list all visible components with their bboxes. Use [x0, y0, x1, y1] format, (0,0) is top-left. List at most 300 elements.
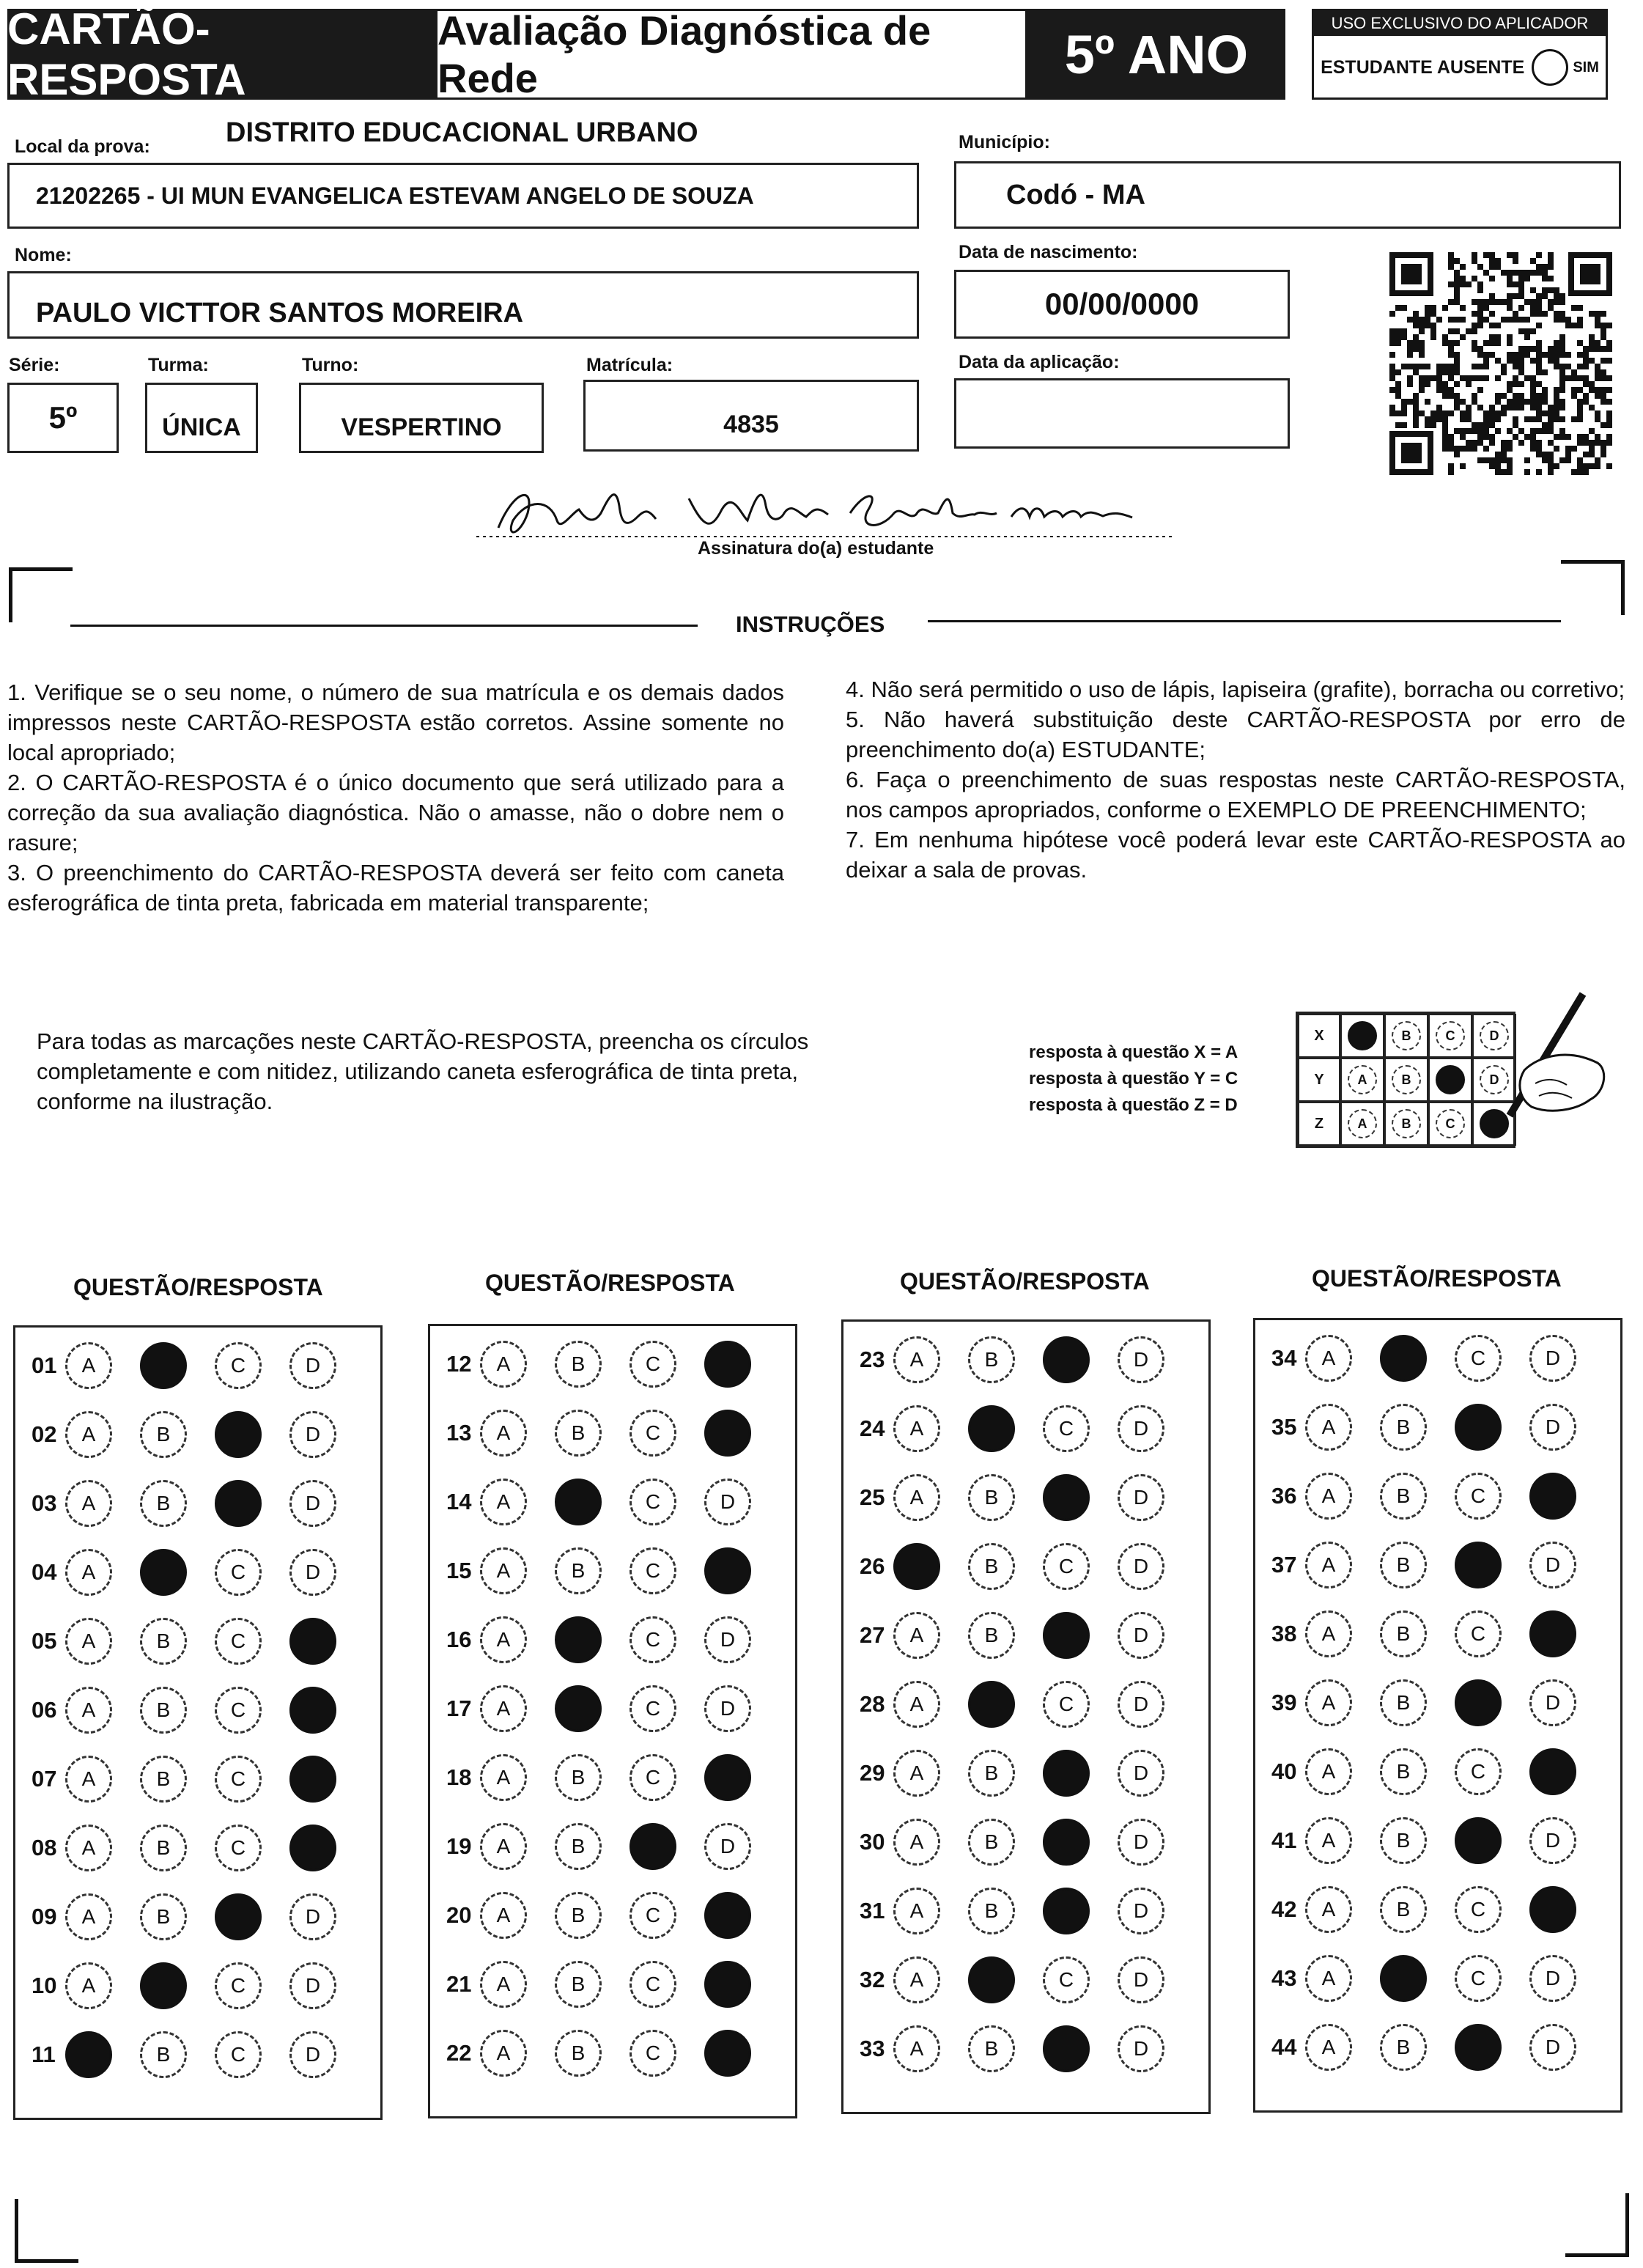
question-number: 22	[446, 2040, 472, 2066]
question-number: 07	[32, 1766, 57, 1792]
answer-bubble-b[interactable]: B	[140, 1411, 187, 1458]
answer-bubble-d[interactable]: D	[704, 1823, 751, 1870]
answer-bubble-a[interactable]: A	[480, 1547, 527, 1594]
answer-bubble-a[interactable]: A	[1305, 1955, 1352, 2002]
answer-bubble-b[interactable]	[140, 1962, 187, 2009]
question-number: 32	[860, 1967, 885, 1992]
answer-bubble-c[interactable]	[1455, 2024, 1502, 2071]
answer-bubble-d[interactable]	[1529, 1886, 1576, 1933]
example-legend	[1029, 1039, 1238, 1119]
aplicacao-field	[954, 378, 1290, 449]
answer-bubble-b[interactable]: B	[140, 1480, 187, 1527]
answer-bubble-c[interactable]: C	[629, 2030, 676, 2077]
question-number: 11	[32, 2041, 56, 2067]
answer-bubble-d[interactable]	[1529, 1610, 1576, 1657]
answer-bubble-b[interactable]: B	[555, 1547, 602, 1594]
signature-label: Assinatura do(a) estudante	[698, 538, 934, 559]
question-number: 03	[32, 1490, 57, 1516]
answer-bubble-b[interactable]: B	[555, 1410, 602, 1457]
answer-bubble-c[interactable]: C	[629, 1479, 676, 1525]
answer-bubble-b[interactable]: B	[555, 1961, 602, 2008]
answer-bubble-b[interactable]: B	[140, 1687, 187, 1734]
answer-bubble-c[interactable]: C	[1043, 1681, 1090, 1728]
answer-bubble-b[interactable]	[968, 1956, 1015, 2003]
nascimento-field	[954, 270, 1290, 339]
answer-bubble-a[interactable]: A	[65, 1825, 112, 1871]
instructions-rule-left	[70, 625, 698, 627]
answer-bubble-c[interactable]: C	[629, 1961, 676, 2008]
question-number: 34	[1271, 1345, 1297, 1371]
answer-bubble-d[interactable]: D	[704, 1616, 751, 1663]
answer-bubble-d[interactable]	[289, 1756, 336, 1803]
serie-field	[7, 383, 119, 453]
example-cell	[1428, 1058, 1472, 1102]
answer-bubble-c[interactable]: C	[629, 1547, 676, 1594]
answer-bubble-d[interactable]: D	[289, 1342, 336, 1389]
question-number: 43	[1271, 1965, 1297, 1991]
answer-bubble-b[interactable]: B	[140, 2031, 187, 2078]
answer-bubble-a[interactable]: A	[1305, 1748, 1352, 1795]
answer-bubble-c[interactable]: C	[1043, 1405, 1090, 1452]
answer-bubble-c[interactable]: C	[215, 1549, 262, 1596]
frame-corner-bottom-left	[15, 2199, 78, 2263]
question-number: 31	[860, 1898, 885, 1923]
question-number: 33	[860, 2036, 885, 2061]
answer-bubble-d[interactable]: D	[1118, 1888, 1164, 1934]
example-cell	[1340, 1102, 1384, 1146]
answer-bubble-b[interactable]	[968, 1405, 1015, 1452]
answer-bubble-d[interactable]: D	[1529, 1817, 1576, 1864]
answer-bubble-d[interactable]: D	[1118, 1405, 1164, 1452]
answer-bubble-b[interactable]: B	[1380, 1817, 1427, 1864]
answer-bubble-b[interactable]: B	[140, 1618, 187, 1665]
answer-bubble-a[interactable]: A	[480, 1823, 527, 1870]
local-label: Local da prova:	[15, 136, 150, 157]
frame-corner-top-left	[9, 567, 73, 622]
answer-bubble-b[interactable]	[140, 1549, 187, 1596]
question-number: 20	[446, 1902, 472, 1928]
answer-bubble-c[interactable]: C	[215, 1687, 262, 1734]
answer-bubble-c[interactable]	[1043, 1612, 1090, 1659]
answer-bubble-d[interactable]: D	[1118, 2025, 1164, 2072]
answer-bubble-a[interactable]: A	[480, 1616, 527, 1663]
question-number: 44	[1271, 2034, 1297, 2060]
answer-bubble-c[interactable]: C	[1455, 1748, 1502, 1795]
answer-bubble-b[interactable]: B	[968, 1612, 1015, 1659]
answer-bubble-c[interactable]: C	[215, 1756, 262, 1803]
example-cell	[1340, 1014, 1384, 1058]
answer-bubble-b[interactable]: B	[1380, 1473, 1427, 1520]
turma-label: Turma:	[148, 355, 209, 375]
question-number: 02	[32, 1421, 57, 1447]
answer-bubble-b[interactable]: B	[555, 1892, 602, 1939]
question-number: 17	[446, 1696, 472, 1721]
question-number: 15	[446, 1558, 472, 1583]
aplicacao-label: Data da aplicação:	[959, 352, 1120, 372]
answer-bubble-b[interactable]: B	[968, 1750, 1015, 1797]
answer-bubble-b[interactable]: B	[140, 1825, 187, 1871]
question-number: 18	[446, 1764, 472, 1790]
question-number: 16	[446, 1627, 472, 1652]
question-number: 30	[860, 1829, 885, 1855]
nome-field	[7, 271, 919, 339]
example-row-label: Y	[1298, 1058, 1340, 1102]
nome-value: PAULO VICTTOR SANTOS MOREIRA	[36, 298, 524, 328]
answer-bubble-c[interactable]	[1455, 1679, 1502, 1726]
answer-bubble-a[interactable]: A	[1305, 1886, 1352, 1933]
question-number: 24	[860, 1415, 885, 1441]
answer-bubble-a[interactable]: A	[893, 1681, 940, 1728]
question-number: 06	[32, 1697, 57, 1723]
district-name: DISTRITO EDUCACIONAL URBANO	[226, 117, 698, 148]
answer-bubble-b[interactable]: B	[555, 1341, 602, 1388]
example-bubble-c: C	[1436, 1021, 1465, 1050]
answer-bubble-d[interactable]: D	[289, 1962, 336, 2009]
question-number: 40	[1271, 1759, 1297, 1784]
matricula-field	[583, 380, 919, 452]
answer-bubble-c[interactable]: C	[1043, 1543, 1090, 1590]
answer-bubble-a[interactable]: A	[65, 1687, 112, 1734]
answer-bubble-b[interactable]	[1380, 1335, 1427, 1382]
example-line-y: resposta à questão Y = C	[1029, 1069, 1238, 1089]
column-header: QUESTÃO/RESPOSTA	[73, 1274, 323, 1300]
qr-finder-top-right	[1568, 252, 1612, 296]
answer-bubble-a[interactable]: A	[893, 1405, 940, 1452]
municipio-value: Codó - MA	[1006, 179, 1145, 210]
question-number: 09	[32, 1904, 57, 1929]
answer-bubble-d[interactable]	[289, 1825, 336, 1871]
answer-bubble-a[interactable]	[893, 1543, 940, 1590]
answer-bubble-d[interactable]: D	[1529, 1404, 1576, 1451]
answer-bubble-c[interactable]	[1043, 1336, 1090, 1383]
answer-bubble-c[interactable]	[215, 1480, 262, 1527]
question-number: 04	[32, 1559, 57, 1585]
question-number: 12	[446, 1351, 472, 1377]
example-row-label: Z	[1298, 1102, 1340, 1146]
answer-bubble-c[interactable]: C	[1043, 1956, 1090, 2003]
answer-bubble-a[interactable]	[65, 2031, 112, 2078]
answer-bubble-c[interactable]	[1455, 1404, 1502, 1451]
answer-bubble-d[interactable]: D	[704, 1685, 751, 1732]
answer-bubble-b[interactable]	[1380, 1955, 1427, 2002]
question-number: 25	[860, 1484, 885, 1510]
answer-bubble-d[interactable]: D	[1529, 1335, 1576, 1382]
answer-bubble-d[interactable]: D	[289, 1549, 336, 1596]
question-number: 41	[1271, 1827, 1297, 1853]
answer-bubble-d[interactable]	[704, 1410, 751, 1457]
answer-bubble-d[interactable]: D	[1529, 1679, 1576, 1726]
answer-bubble-a[interactable]: A	[893, 1336, 940, 1383]
answer-bubble-b[interactable]: B	[1380, 1679, 1427, 1726]
exam-title-box	[435, 9, 1027, 100]
instruction-6: 6. Faça o preenchimento de suas respostas neste CARTÃO-RESPOSTA, nos campos apropriados, conforme o EXEMPLO DE PREENCHIMENTO;	[846, 767, 1625, 822]
answer-bubble-a[interactable]: A	[65, 1342, 112, 1389]
question-number: 42	[1271, 1896, 1297, 1922]
example-line-z: resposta à questão Z = D	[1029, 1095, 1238, 1115]
answer-bubble-c[interactable]	[1043, 1750, 1090, 1797]
answer-bubble-a[interactable]: A	[65, 1756, 112, 1803]
answer-bubble-d[interactable]: D	[1118, 1819, 1164, 1866]
answer-bubble-c[interactable]: C	[629, 1685, 676, 1732]
answer-bubble-d[interactable]: D	[289, 1893, 336, 1940]
question-number: 39	[1271, 1690, 1297, 1715]
answer-bubble-d[interactable]: D	[1529, 2024, 1576, 2071]
question-number: 36	[1271, 1483, 1297, 1509]
frame-corner-top-right	[1561, 560, 1625, 615]
column-header: QUESTÃO/RESPOSTA	[1312, 1265, 1562, 1292]
answer-bubble-a[interactable]: A	[1305, 1817, 1352, 1864]
applicator-box	[1312, 9, 1608, 100]
serie-label: Série:	[9, 355, 60, 375]
answer-bubble-b[interactable]: B	[140, 1756, 187, 1803]
answer-bubble-d[interactable]: D	[1118, 1750, 1164, 1797]
example-bubble-d: D	[1480, 1021, 1509, 1050]
example-line-x: resposta à questão X = A	[1029, 1042, 1238, 1062]
absent-option: SIM	[1573, 59, 1599, 76]
answer-bubble-b[interactable]	[140, 1342, 187, 1389]
question-number: 35	[1271, 1414, 1297, 1440]
answer-bubble-c[interactable]: C	[215, 1962, 262, 2009]
answer-bubble-a[interactable]: A	[1305, 1610, 1352, 1657]
answer-bubble-a[interactable]: A	[1305, 2024, 1352, 2071]
example-bubble-c	[1436, 1065, 1465, 1094]
answer-bubble-c[interactable]	[1455, 1817, 1502, 1864]
answer-bubble-a[interactable]: A	[65, 1549, 112, 1596]
example-bubble-a: A	[1348, 1065, 1377, 1094]
example-bubble-b: B	[1392, 1021, 1421, 1050]
answer-bubble-a[interactable]: A	[1305, 1542, 1352, 1588]
answer-bubble-b[interactable]: B	[968, 1543, 1015, 1590]
qr-finder-top-left	[1389, 252, 1433, 296]
serie-value: 5º	[48, 400, 78, 435]
answer-bubble-b[interactable]	[968, 1681, 1015, 1728]
answer-bubble-a[interactable]: A	[65, 1480, 112, 1527]
card-title: CARTÃO-RESPOSTA	[7, 4, 246, 104]
answer-bubble-c[interactable]	[1043, 1888, 1090, 1934]
answer-bubble-a[interactable]: A	[893, 1819, 940, 1866]
answer-bubble-d[interactable]	[704, 2030, 751, 2077]
answer-bubble-b[interactable]: B	[968, 1336, 1015, 1383]
answer-bubble-c[interactable]: C	[629, 1341, 676, 1388]
answer-bubble-c[interactable]: C	[215, 1342, 262, 1389]
answer-bubble-d[interactable]: D	[289, 2031, 336, 2078]
answer-bubble-d[interactable]: D	[1529, 1955, 1576, 2002]
answer-bubble-c[interactable]: C	[629, 1754, 676, 1801]
answer-bubble-c[interactable]	[1043, 1474, 1090, 1521]
example-cell	[1384, 1058, 1428, 1102]
answer-bubble-a[interactable]: A	[893, 2025, 940, 2072]
turma-field	[145, 383, 258, 453]
answer-panel	[428, 1324, 797, 2118]
answer-bubble-b[interactable]: B	[1380, 1748, 1427, 1795]
question-number: 10	[32, 1973, 57, 1998]
answer-bubble-a[interactable]: A	[1305, 1404, 1352, 1451]
answer-bubble-d[interactable]: D	[704, 1479, 751, 1525]
answer-panel	[13, 1325, 383, 2120]
answer-bubble-a[interactable]: A	[893, 1474, 940, 1521]
answer-bubble-d[interactable]	[704, 1961, 751, 2008]
answer-bubble-a[interactable]: A	[65, 1893, 112, 1940]
answer-bubble-a[interactable]: A	[65, 1618, 112, 1665]
answer-bubble-d[interactable]	[704, 1754, 751, 1801]
answer-bubble-b[interactable]: B	[1380, 1542, 1427, 1588]
answer-bubble-c[interactable]: C	[629, 1410, 676, 1457]
answer-bubble-c[interactable]	[629, 1823, 676, 1870]
answer-bubble-b[interactable]: B	[968, 1819, 1015, 1866]
absent-checkbox[interactable]	[1532, 49, 1568, 86]
answer-bubble-d[interactable]	[289, 1687, 336, 1734]
qr-finder-bottom-left	[1389, 431, 1433, 475]
answer-bubble-d[interactable]: D	[1118, 1336, 1164, 1383]
fill-note: Para todas as marcações neste CARTÃO-RESPOSTA, preencha os círculos completamente e com nitidez, utilizando caneta esferográfica de tinta preta, conforme na ilustração.	[37, 1028, 809, 1114]
example-bubble-a: A	[1348, 1109, 1377, 1138]
answer-bubble-d[interactable]: D	[1529, 1542, 1576, 1588]
answer-bubble-b[interactable]: B	[555, 1754, 602, 1801]
answer-bubble-b[interactable]: B	[1380, 1886, 1427, 1933]
answer-bubble-b[interactable]	[555, 1685, 602, 1732]
frame-corner-bottom-right	[1565, 2193, 1629, 2257]
answer-bubble-a[interactable]: A	[480, 1685, 527, 1732]
example-cell	[1384, 1102, 1428, 1146]
municipio-field	[954, 161, 1621, 229]
answer-bubble-a[interactable]: A	[480, 1479, 527, 1525]
question-number: 13	[446, 1420, 472, 1446]
answer-bubble-c[interactable]: C	[629, 1892, 676, 1939]
example-bubble-b: B	[1392, 1109, 1421, 1138]
answer-bubble-d[interactable]	[704, 1892, 751, 1939]
example-cell	[1428, 1014, 1472, 1058]
answer-bubble-d[interactable]	[1529, 1748, 1576, 1795]
instruction-3: 3. O preenchimento do CARTÃO-RESPOSTA deverá ser feito com caneta esferográfica de tinta preta, fabricada em material transparente;	[7, 860, 784, 916]
nascimento-value: 00/00/0000	[1044, 287, 1200, 321]
question-number: 14	[446, 1489, 472, 1514]
matricula-label: Matrícula:	[586, 355, 673, 375]
answer-bubble-c[interactable]: C	[215, 1825, 262, 1871]
nome-label: Nome:	[15, 245, 72, 265]
answer-bubble-c[interactable]	[1043, 2025, 1090, 2072]
answer-bubble-a[interactable]: A	[480, 2030, 527, 2077]
answer-bubble-d[interactable]	[1529, 1473, 1576, 1520]
answer-bubble-d[interactable]	[704, 1547, 751, 1594]
question-number: 29	[860, 1760, 885, 1786]
instructions-rule-right	[928, 620, 1561, 622]
answer-bubble-a[interactable]: A	[1305, 1335, 1352, 1382]
instruction-7: 7. Em nenhuma hipótese você poderá levar este CARTÃO-RESPOSTA ao deixar a sala de provas.	[846, 827, 1625, 883]
absent-label: ESTUDANTE AUSENTE	[1321, 56, 1525, 78]
example-cell	[1384, 1014, 1428, 1058]
answer-bubble-b[interactable]	[555, 1479, 602, 1525]
answer-bubble-a[interactable]: A	[480, 1961, 527, 2008]
answer-bubble-a[interactable]: A	[480, 1892, 527, 1939]
instruction-1: 1. Verifique se o seu nome, o número de sua matrícula e os demais dados impressos neste CARTÃO-RESPOSTA estão corretos. Assine somente no local apropriado;	[7, 680, 784, 765]
answer-bubble-c[interactable]: C	[1455, 1886, 1502, 1933]
instructions-right-column	[846, 674, 1625, 885]
column-header: QUESTÃO/RESPOSTA	[900, 1268, 1150, 1295]
answer-bubble-d[interactable]: D	[1118, 1681, 1164, 1728]
answer-bubble-d[interactable]: D	[289, 1411, 336, 1458]
question-number: 08	[32, 1835, 57, 1860]
answer-bubble-b[interactable]: B	[1380, 1404, 1427, 1451]
question-number: 05	[32, 1628, 57, 1654]
answer-bubble-d[interactable]: D	[1118, 1612, 1164, 1659]
answer-bubble-c[interactable]	[1043, 1819, 1090, 1866]
turma-value: ÚNICA	[162, 413, 241, 441]
pen-hand-icon	[1480, 990, 1620, 1136]
answer-bubble-d[interactable]: D	[289, 1480, 336, 1527]
answer-bubble-a[interactable]: A	[480, 1341, 527, 1388]
answer-bubble-c[interactable]: C	[215, 2031, 262, 2078]
turno-field	[299, 383, 544, 453]
answer-bubble-c[interactable]: C	[1455, 1955, 1502, 2002]
question-number: 38	[1271, 1621, 1297, 1646]
answer-bubble-a[interactable]: A	[480, 1410, 527, 1457]
answer-bubble-b[interactable]: B	[968, 1888, 1015, 1934]
turno-label: Turno:	[302, 355, 359, 375]
local-field	[7, 163, 919, 229]
answer-bubble-a[interactable]: A	[1305, 1473, 1352, 1520]
answer-bubble-b[interactable]: B	[555, 1823, 602, 1870]
answer-bubble-c[interactable]: C	[1455, 1335, 1502, 1382]
answer-bubble-d[interactable]: D	[1118, 1474, 1164, 1521]
answer-bubble-a[interactable]: A	[65, 1411, 112, 1458]
answer-bubble-b[interactable]	[555, 1616, 602, 1663]
instruction-5: 5. Não haverá substituição deste CARTÃO-RESPOSTA por erro de preenchimento do(a) ESTUDANTE;	[846, 707, 1625, 762]
instructions-title: INSTRUÇÕES	[736, 611, 885, 637]
answer-bubble-b[interactable]: B	[968, 1474, 1015, 1521]
answer-bubble-b[interactable]: B	[140, 1893, 187, 1940]
example-cell	[1428, 1102, 1472, 1146]
nascimento-label: Data de nascimento:	[959, 242, 1138, 262]
answer-bubble-c[interactable]: C	[629, 1616, 676, 1663]
answer-bubble-d[interactable]	[289, 1618, 336, 1665]
example-cell	[1340, 1058, 1384, 1102]
question-number: 26	[860, 1553, 885, 1579]
answer-panel	[841, 1319, 1211, 2114]
answer-bubble-d[interactable]: D	[1118, 1543, 1164, 1590]
card-title-banner	[7, 4, 435, 104]
answer-bubble-a[interactable]: A	[893, 1888, 940, 1934]
answer-bubble-d[interactable]	[704, 1341, 751, 1388]
answer-bubble-b[interactable]: B	[1380, 2024, 1427, 2071]
question-number: 21	[446, 1971, 472, 1997]
question-number: 23	[860, 1347, 885, 1372]
answer-bubble-d[interactable]: D	[1118, 1956, 1164, 2003]
instruction-2: 2. O CARTÃO-RESPOSTA é o único documento que será utilizado para a correção da sua avaliação diagnóstica. Não o amasse, não o dobre nem o rasure;	[7, 770, 784, 855]
example-bubble-b: B	[1392, 1065, 1421, 1094]
answer-bubble-a[interactable]: A	[893, 1750, 940, 1797]
answer-bubble-a[interactable]: A	[893, 1612, 940, 1659]
answer-bubble-a[interactable]: A	[480, 1754, 527, 1801]
question-number: 27	[860, 1622, 885, 1648]
answer-bubble-c[interactable]	[215, 1411, 262, 1458]
answer-bubble-b[interactable]: B	[968, 2025, 1015, 2072]
answer-bubble-a[interactable]: A	[893, 1956, 940, 2003]
grade-title: 5º ANO	[1064, 23, 1249, 85]
answer-panel	[1253, 1318, 1622, 2113]
answer-bubble-c[interactable]: C	[1455, 1473, 1502, 1520]
answer-bubble-c[interactable]	[215, 1893, 262, 1940]
question-number: 19	[446, 1833, 472, 1859]
answer-bubble-b[interactable]: B	[555, 2030, 602, 2077]
answer-bubble-c[interactable]: C	[1455, 1610, 1502, 1657]
answer-bubble-c[interactable]	[1455, 1542, 1502, 1588]
column-header: QUESTÃO/RESPOSTA	[485, 1270, 735, 1296]
answer-bubble-a[interactable]: A	[1305, 1679, 1352, 1726]
exam-title: Avaliação Diagnóstica de Rede	[437, 7, 931, 101]
answer-bubble-b[interactable]: B	[1380, 1610, 1427, 1657]
answer-bubble-a[interactable]: A	[65, 1962, 112, 2009]
answer-bubble-c[interactable]: C	[215, 1618, 262, 1665]
